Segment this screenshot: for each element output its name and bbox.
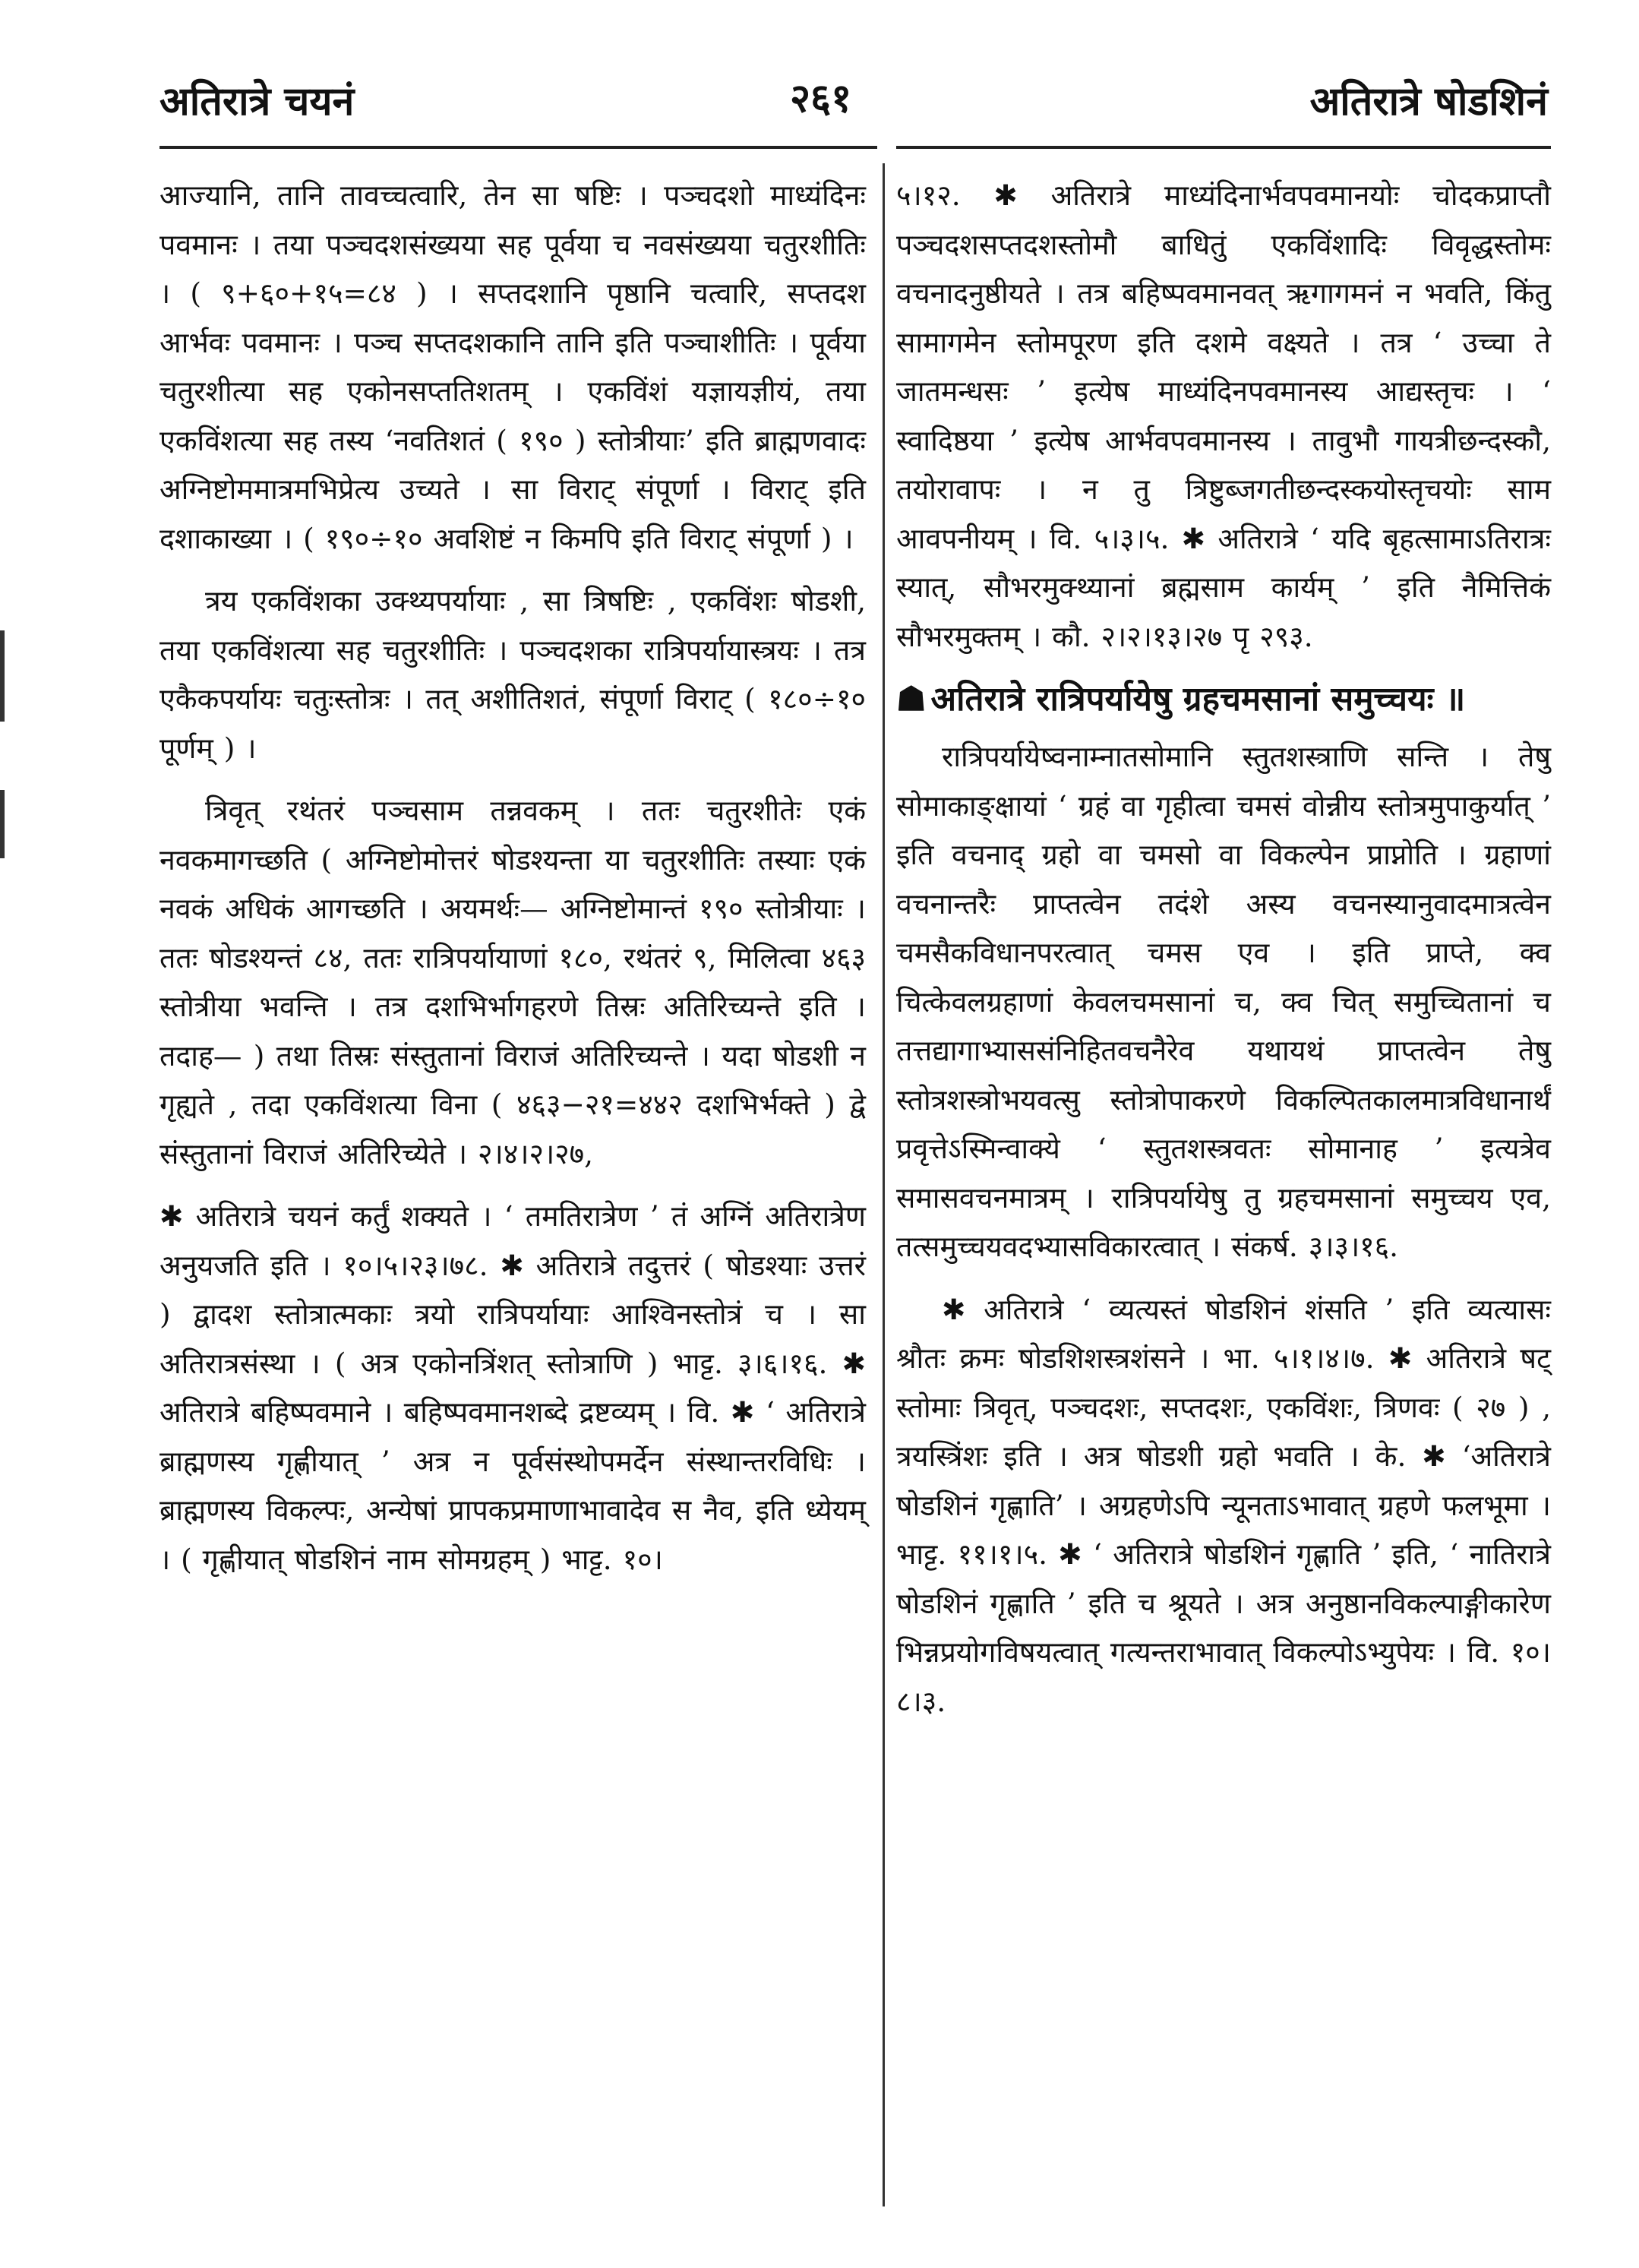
- running-header-right: अतिरात्रे षोडशिनं: [1309, 78, 1548, 125]
- paragraph: ✱ अतिरात्रे चयनं कर्तुं शक्यते । ‘ तमतिरात्रेण ’ तं अग्निं अतिरात्रेण अनुयजति इति । १०।५।२३।७८. ✱ अतिरात्रे तदुत्तरं ( षोडश्याः उत्तरं ) द्वादश स्तोत्रात्मकाः त्रयो रात्रिपर्यायाः आश्विनस्तोत्रं च । सा अतिरात्रसंस्था । ( अत्र एकोनत्रिंशत् स्तोत्राणि ) भाट्ट. ३।६।१६. ✱ अतिरात्रे बहिष्पवमाने । बहिष्पवमानशब्दे द्रष्टव्यम् । वि. ✱ ‘ अतिरात्रे ब्राह्मणस्य गृह्णीयात् ’ अत्र न पूर्वसंस्थोपमर्देन संस्थान्तरविधिः । ब्राह्मणस्य विकल्पः, अन्येषां प्रापकप्रमाणाभावादेव स नैव, इति ध्येयम् । ( गृह्णीयात् षोडशिनं नाम सोमग्रहम् ) भाट्ट. १०।: [159, 1199, 866, 1576]
- section-heading: [896, 674, 1551, 725]
- paragraph: आज्यानि, तानि तावच्चत्वारि, तेन सा षष्टिः । पञ्चदशो माध्यंदिनः पवमानः । तया पञ्चदशसंख्यया सह पूर्वया च नवसंख्यया चतुरशीतिः । ( ९+६०+१५=८४ ) । सप्तदशानि पृष्ठानि चत्वारि, सप्तदश आर्भवः पवमानः । पञ्च सप्तदशकानि तानि इति पञ्चाशीतिः । पूर्वया चतुरशीत्या सह एकोनसप्ततिशतम् । एकविंशं यज्ञायज्ञीयं, तया एकविंशत्या सह तस्य ‘नवतिशतं ( १९० ) स्तोत्रीयाः’ इति ब्राह्मणवादः अग्निष्टोममात्रमभिप्रेत्य उच्यते । सा विराट् संपूर्णा । विराट् इति दशाकाख्या । ( १९०÷१० अवशिष्टं न किमपि इति विराट् संपूर्णा ) ।: [159, 178, 866, 555]
- left-column: [159, 171, 866, 1597]
- margin-mark: [0, 630, 5, 722]
- column-divider: [883, 163, 885, 2206]
- right-column: [896, 171, 1551, 1739]
- running-header-left: अतिरात्रे चयनं: [159, 78, 355, 125]
- page-number: २६१: [790, 75, 852, 122]
- paragraph: त्रिवृत् रथंतरं पञ्चसाम तन्नवकम् । ततः चतुरशीतेः एकं नवकमागच्छति ( अग्निष्टोमोत्तरं षोडश्यन्ता या चतुरशीतिः तस्याः एकं नवकं अधिकं आगच्छति । अयमर्थः— अग्निष्टोमान्तं १९० स्तोत्रीयाः । ततः षोडश्यन्तं ८४, ततः रात्रिपर्यायाणां १८०, रथंतरं ९, मिलित्वा ४६३ स्तोत्रीया भवन्ति । तत्र दशभिर्भागहरणे तिस्रः अतिरिच्यन्ते इति । तदाह— ) तथा तिस्रः संस्तुतानां विराजं अतिरिच्यन्ते । यदा षोडशी न गृह्यते , तदा एकविंशत्या विना ( ४६३−२१=४४२ दशभिर्भक्ते ) द्वे संस्तुतानां विराजं अतिरिच्येते । २।४।२।२७,: [159, 794, 866, 1170]
- margin-mark: [0, 790, 5, 858]
- header-rule-left: [159, 146, 877, 149]
- paragraph: त्रय एकविंशका उक्थ्यपर्यायाः , सा त्रिषष्टिः , एकविंशः षोडशी, तया एकविंशत्या सह चतुरशीतिः । पञ्चदशका रात्रिपर्यायास्त्रयः । तत्र एकैकपर्यायः चतुःस्तोत्रः । तत् अशीतिशतं, संपूर्णा विराट् ( १८०÷१० पूर्णम् ) ।: [159, 584, 866, 765]
- paragraph: ५।१२. ✱ अतिरात्रे माध्यंदिनार्भवपवमानयोः चोदकप्राप्तौ पञ्चदशसप्तदशस्तोमौ बाधितुं एकविंशादिः विवृद्धस्तोमः वचनादनुष्ठीयते । तत्र बहिष्पवमानवत् ऋगागमनं न भवति, किंतु सामागमेन स्तोमपूरण इति दशमे वक्ष्यते । तत्र ‘ उच्चा ते जातमन्धसः ’ इत्येष माध्यंदिनपवमानस्य आद्यस्तृचः । ‘ स्वादिष्ठया ’ इत्येष आर्भवपवमानस्य । तावुभौ गायत्रीछन्दस्कौ, तयोरावापः । न तु त्रिष्टुब्जगतीछन्दस्कयोस्तृचयोः साम आवपनीयम् । वि. ५।३।५. ✱ अतिरात्रे ‘ यदि बृहत्सामाऽतिरात्रः स्यात्, सौभरमुक्थ्यानां ब्रह्मसाम कार्यम् ’ इति नैमित्तिकं सौभरमुक्तम् । कौ. २।२।१३।२७ पृ २९३.: [896, 178, 1551, 653]
- header-rule-right: [896, 146, 1551, 149]
- section-mark-icon: ☗: [896, 680, 927, 719]
- paragraph: रात्रिपर्यायेष्वनाम्नातसोमानि स्तुतशस्त्राणि सन्ति । तेषु सोमाकाङ्क्षायां ‘ ग्रहं वा गृहीत्वा चमसं वोन्नीय स्तोत्रमुपाकुर्यात् ’ इति वचनाद् ग्रहो वा चमसो वा विकल्पेन प्राप्नोति । ग्रहाणां वचनान्तरैः प्राप्तत्वेन तदंशे अस्य वचनस्यानुवादमात्रत्वेन चमसैकविधानपरत्वात् चमस एव । इति प्राप्ते, क्व चित्केवलग्रहाणां केवलचमसानां च, क्व चित् समुच्चितानां च तत्तद्यागाभ्याससंनिहितवचनैरेव यथायथं प्राप्तत्वेन तेषु स्तोत्रशस्त्रोभयवत्सु स्तोत्रोपाकरणे विकल्पितकालमात्रविधानार्थं प्रवृत्तेऽस्मिन्वाक्ये ‘ स्तुतशस्त्रवतः सोमानाह ’ इत्यत्रेव समासवचनमात्रम् । रात्रिपर्यायेषु तु ग्रहचमसानां समुच्चय एव, तत्समुच्चयवदभ्यासविकारत्वात् । संकर्ष. ३।३।१६.: [896, 740, 1551, 1263]
- paragraph: ✱ अतिरात्रे ‘ व्यत्यस्तं षोडशिनं शंसति ’ इति व्यत्यासः श्रौतः क्रमः षोडशिशस्त्रशंसने । भा. ५।१।४।७. ✱ अतिरात्रे षट् स्तोमाः त्रिवृत्, पञ्चदशः, सप्तदशः, एकविंशः, त्रिणवः ( २७ ) , त्रयस्त्रिंशः इति । अत्र षोडशी ग्रहो भवति । के. ✱ ‘अतिरात्रे षोडशिनं गृह्णाति’ । अग्रहणेऽपि न्यूनताऽभावात् ग्रहणे फलभूमा । भाट्ट. ११।१।५. ✱ ‘ अतिरात्रे षोडशिनं गृह्णाति ’ इति, ‘ नातिरात्रे षोडशिनं गृह्णाति ’ इति च श्रूयते । अत्र अनुष्ठानविकल्पाङ्गीकारेण भिन्नप्रयोगविषयत्वात् गत्यन्तराभावात् विकल्पोऽभ्युपेयः । वि. १०।८।३.: [896, 1292, 1551, 1718]
- section-heading-text: अतिरात्रे रात्रिपर्यायेषु ग्रहचमसानां समुच्चयः ॥: [930, 680, 1466, 719]
